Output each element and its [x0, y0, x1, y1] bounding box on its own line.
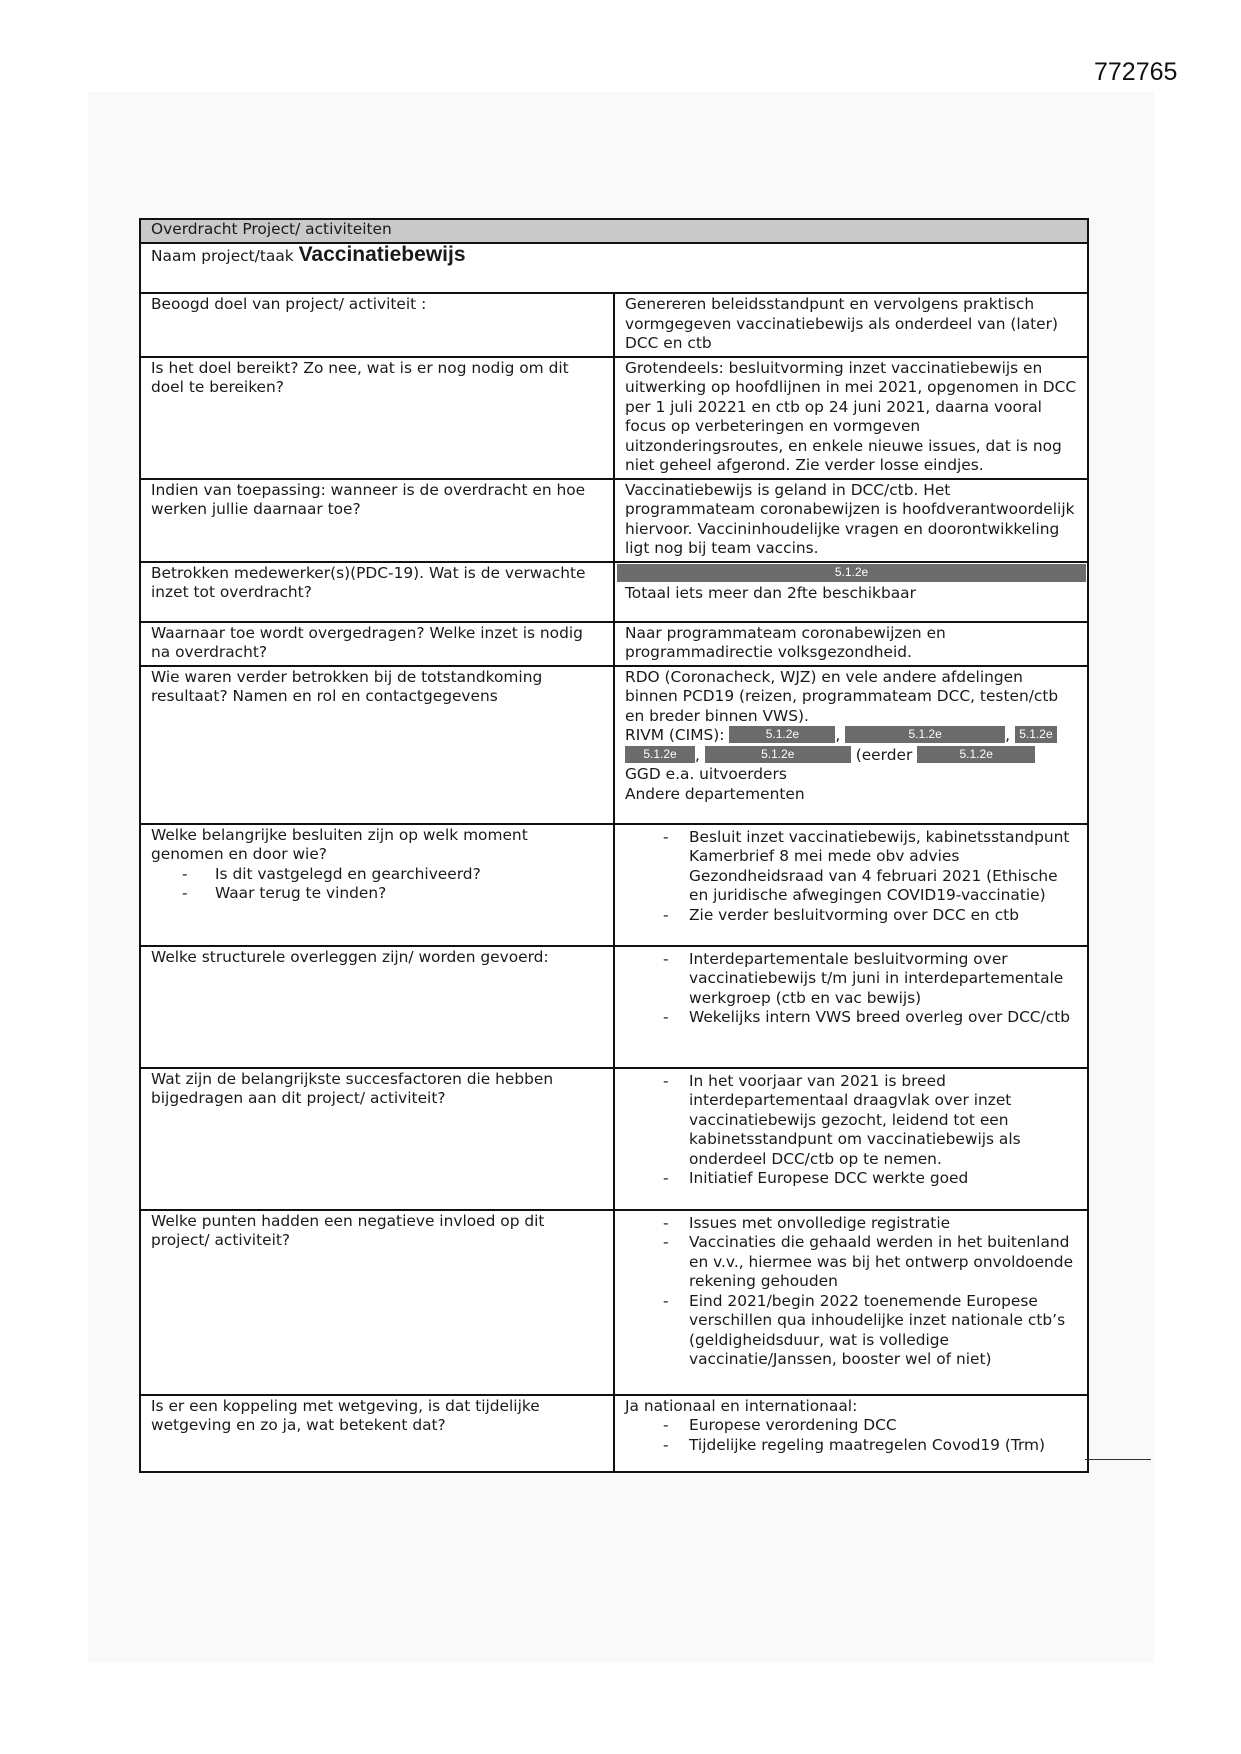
answer-cell	[614, 562, 1088, 622]
form-row	[140, 1395, 1088, 1472]
redaction-block: 5.1.2e	[845, 726, 1005, 743]
bullet-item: - Initiatief Europese DCC werkte goed	[625, 1169, 1079, 1189]
form-row	[140, 562, 1088, 622]
answer-text: Totaal iets meer dan 2fte beschikbaar	[625, 583, 916, 602]
bullet-item: - Besluit inzet vaccinatiebewijs, kabinetsstandpunt Kamerbrief 8 mei mede obv advies Gezondheidsraad van 4 februari 2021 (Ethische en juridische afwegingen COVID19-vaccinatie)	[625, 828, 1079, 906]
question-cell: Waarnaar toe wordt overgedragen? Welke inzet is nodig na overdracht?	[140, 622, 614, 666]
bullet-item: - Interdepartementale besluitvorming over vaccinatiebewijs t/m juni in interdepartementale werkgroep (ctb en vac bewijs)	[625, 950, 1079, 1009]
bullet-item: - In het voorjaar van 2021 is breed interdepartementaal draagvlak over inzet vaccinatiebewijs gezocht, leidend tot een kabinetsstandpunt om vaccinatiebewijs als onderdeel DCC/ctb op te nemen.	[625, 1072, 1079, 1170]
bullet-item: - Wekelijks intern VWS breed overleg over DCC/ctb	[625, 1008, 1079, 1028]
title-label: Naam project/taak	[151, 247, 294, 265]
bullet-list	[625, 1072, 1079, 1189]
project-title: Vaccinatiebewijs	[298, 243, 466, 266]
answer-cell	[614, 666, 1088, 824]
redaction-block: 5.1.2e	[729, 726, 835, 743]
form-row	[140, 666, 1088, 824]
redaction-block: 5.1.2e	[625, 746, 695, 763]
redaction-block: 5.1.2e	[917, 746, 1035, 763]
form-row	[140, 479, 1088, 562]
question-cell: Is er een koppeling met wetgeving, is dat tijdelijke wetgeving en zo ja, wat betekent dat?	[140, 1395, 614, 1472]
answer-cell	[614, 824, 1088, 946]
form-row	[140, 357, 1088, 479]
bullet-list	[625, 950, 1079, 1028]
answer-text: (eerder	[855, 745, 913, 764]
bullet-item: - Vaccinaties die gehaald werden in het buitenland en v.v., hiermee was bij het ontwerp onvoldoende rekening gehouden	[625, 1233, 1079, 1292]
answer-cell: Naar programmateam coronabewijzen en programmadirectie volksgezondheid.	[614, 622, 1088, 666]
question-cell: Is het doel bereikt? Zo nee, wat is er nog nodig om dit doel te bereiken?	[140, 357, 614, 479]
answer-cell	[614, 1395, 1088, 1472]
redaction-block: 5.1.2e	[705, 746, 851, 763]
sub-question: - Waar terug te vinden?	[151, 884, 605, 904]
bullet-item: - Issues met onvolledige registratie	[625, 1214, 1079, 1234]
bullet-item: - Tijdelijke regeling maatregelen Covod19 (Trm)	[625, 1436, 1079, 1456]
handover-form	[139, 218, 1089, 1473]
answer-cell: Grotendeels: besluitvorming inzet vaccinatiebewijs en uitwerking op hoofdlijnen in mei 2021, opgenomen in DCC per 1 juli 20221 en ctb op 24 juni 2021, daarna vooral focus op verbeteringen en vormgeven uitzonderingsroutes, en enkele nieuwe issues, dat is nog niet geheel afgerond. Zie verder losse eindjes.	[614, 357, 1088, 479]
question-cell: Betrokken medewerker(s)(PDC-19). Wat is de verwachte inzet tot overdracht?	[140, 562, 614, 622]
question-cell	[140, 824, 614, 946]
question-text: Welke belangrijke besluiten zijn op welk moment genomen en door wie?	[151, 825, 528, 863]
answer-text: Ja nationaal en internationaal:	[625, 1396, 858, 1415]
answer-cell	[614, 1210, 1088, 1395]
question-cell: Wat zijn de belangrijkste succesfactoren die hebben bijgedragen aan dit project/ activiteit?	[140, 1068, 614, 1210]
contacts-line: RIVM (CIMS): 5.1.2e , 5.1.2e , 5.1.2e	[625, 726, 1079, 746]
question-cell: Wie waren verder betrokken bij de totstandkoming resultaat? Namen en rol en contactgegevens	[140, 666, 614, 824]
form-row	[140, 824, 1088, 946]
answer-text: GGD e.a. uitvoerders	[625, 765, 787, 783]
form-row	[140, 1210, 1088, 1395]
bullet-item: - Europese verordening DCC	[625, 1416, 1079, 1436]
title-cell	[140, 243, 1088, 293]
form-header: Overdracht Project/ activiteiten	[140, 219, 1088, 243]
answer-cell: Vaccinatiebewijs is geland in DCC/ctb. Het programmateam coronabewijzen is hoofdverantwoordelijk hiervoor. Vaccininhoudelijke vragen en doorontwikkeling ligt nog bij team vaccins.	[614, 479, 1088, 562]
bullet-list	[625, 1416, 1079, 1455]
answer-text: RIVM (CIMS):	[625, 726, 725, 744]
answer-cell: Genereren beleidsstandpunt en vervolgens praktisch vormgegeven vaccinatiebewijs als onderdeel van (later) DCC en ctb	[614, 293, 1088, 357]
question-cell: Beoogd doel van project/ activiteit :	[140, 293, 614, 357]
sub-question-list	[151, 865, 605, 904]
bottom-rule	[1085, 1459, 1151, 1460]
answer-text: Andere departementen	[625, 784, 805, 803]
answer-cell	[614, 1068, 1088, 1210]
bullet-item: - Zie verder besluitvorming over DCC en ctb	[625, 906, 1079, 926]
contacts-line: 5.1.2e , 5.1.2e (eerder 5.1.2e	[625, 746, 1079, 766]
form-header-row	[140, 219, 1088, 243]
redaction-block: 5.1.2e	[617, 564, 1086, 582]
answer-text: RDO (Coronacheck, WJZ) en vele andere afdelingen binnen PCD19 (reizen, programmateam DCC, testen/ctb en breder binnen VWS).	[625, 667, 1059, 725]
sub-question: - Is dit vastgelegd en gearchiveerd?	[151, 865, 605, 885]
form-row	[140, 293, 1088, 357]
bullet-list	[625, 828, 1079, 926]
question-cell: Indien van toepassing: wanneer is de overdracht en hoe werken jullie daarnaar toe?	[140, 479, 614, 562]
answer-cell	[614, 946, 1088, 1068]
bullet-item: - Eind 2021/begin 2022 toenemende Europese verschillen qua inhoudelijke inzet nationale ctb’s (geldigheidsduur, wat is volledige vaccinatie/Janssen, booster wel of niet)	[625, 1292, 1079, 1370]
title-row	[140, 243, 1088, 293]
form-row	[140, 622, 1088, 666]
question-cell: Welke structurele overleggen zijn/ worden gevoerd:	[140, 946, 614, 1068]
bullet-list	[625, 1214, 1079, 1370]
form-row	[140, 1068, 1088, 1210]
document-id: 772765	[1094, 58, 1178, 86]
redaction-block: 5.1.2e	[1015, 726, 1057, 743]
form-row	[140, 946, 1088, 1068]
question-cell: Welke punten hadden een negatieve invloed op dit project/ activiteit?	[140, 1210, 614, 1395]
